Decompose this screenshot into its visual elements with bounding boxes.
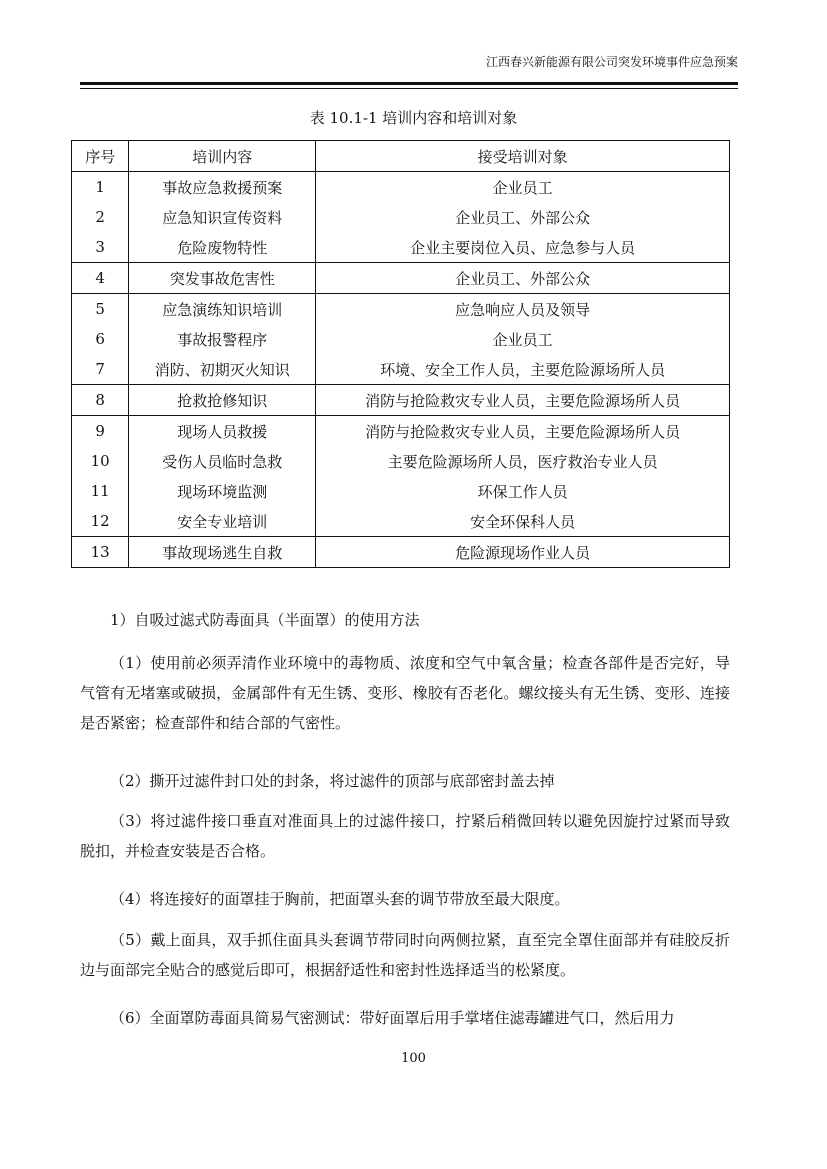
table-row <box>72 354 730 385</box>
row-content: 应急知识宣传资料 <box>129 202 316 232</box>
row-index: 11 <box>72 476 129 506</box>
row-content: 现场人员救援 <box>129 416 316 447</box>
row-audience: 企业员工 <box>316 172 730 203</box>
row-index: 7 <box>72 354 129 385</box>
table-row <box>72 537 730 568</box>
table-row <box>72 446 730 476</box>
body-paragraph: （1）使用前必须弄清作业环境中的毒物质、浓度和空气中氧含量；检查各部件是否完好，导气管有无堵塞或破损，金属部件有无生锈、变形、橡胶有否老化。螺纹接头有无生锈、变形、连接是否紧密；检查部件和结合部的气密性。 <box>80 654 730 732</box>
row-content: 事故应急救援预案 <box>129 172 316 203</box>
table-row <box>72 324 730 354</box>
column-header-audience: 接受培训对象 <box>316 141 730 172</box>
document-header-title: 江西春兴新能源有限公司突发环境事件应急预案 <box>485 55 738 69</box>
row-index: 13 <box>72 537 129 568</box>
row-index: 12 <box>72 506 129 537</box>
table-header-row <box>72 141 730 172</box>
row-content: 事故现场逃生自救 <box>129 537 316 568</box>
row-audience: 主要危险源场所人员，医疗救治专业人员 <box>316 446 730 476</box>
row-index: 10 <box>72 446 129 476</box>
row-audience: 消防与抢险救灾专业人员，主要危险源场所人员 <box>316 416 730 447</box>
body-paragraph: （2）撕开过滤件封口处的封条，将过滤件的顶部与底部密封盖去掉 <box>110 772 555 790</box>
row-content: 事故报警程序 <box>129 324 316 354</box>
row-index: 3 <box>72 232 129 263</box>
row-audience: 安全环保科人员 <box>316 506 730 537</box>
body-paragraph: （6）全面罩防毒面具简易气密测试：带好面罩后用手掌堵住滤毒罐进气口，然后用力 <box>110 1009 675 1027</box>
row-audience: 消防与抢险救灾专业人员，主要危险源场所人员 <box>316 385 730 416</box>
row-index: 8 <box>72 385 129 416</box>
body-paragraph: （3）将过滤件接口垂直对准面具上的过滤件接口，拧紧后稍微回转以避免因旋拧过紧而导致脱扣，并检查安装是否合格。 <box>80 812 730 860</box>
row-audience: 企业员工 <box>316 324 730 354</box>
row-content: 消防、初期灭火知识 <box>129 354 316 385</box>
row-content: 突发事故危害性 <box>129 263 316 294</box>
section-heading: 1）自吸过滤式防毒面具（半面罩）的使用方法 <box>110 611 420 629</box>
header-divider-thin <box>80 88 738 89</box>
row-audience: 危险源现场作业人员 <box>316 537 730 568</box>
row-index: 9 <box>72 416 129 447</box>
body-paragraph: （5）戴上面具，双手抓住面具头套调节带同时向两侧拉紧，直至完全罩住面部并有硅胶反折边与面部完全贴合的感觉后即可，根据舒适性和密封性选择适当的松紧度。 <box>80 931 730 979</box>
table-row <box>72 294 730 325</box>
row-index: 4 <box>72 263 129 294</box>
row-audience: 企业员工、外部公众 <box>316 263 730 294</box>
column-header-content: 培训内容 <box>129 141 316 172</box>
table-row <box>72 232 730 263</box>
row-audience: 企业员工、外部公众 <box>316 202 730 232</box>
training-table <box>71 140 730 568</box>
row-index: 6 <box>72 324 129 354</box>
table-row <box>72 416 730 447</box>
table-row <box>72 172 730 203</box>
row-audience: 企业主要岗位入员、应急参与人员 <box>316 232 730 263</box>
row-content: 应急演练知识培训 <box>129 294 316 325</box>
table-row <box>72 385 730 416</box>
row-index: 5 <box>72 294 129 325</box>
row-content: 危险废物特性 <box>129 232 316 263</box>
table-caption: 表 10.1-1 培训内容和培训对象 <box>309 109 518 127</box>
table-row <box>72 263 730 294</box>
header-divider-thick <box>80 82 738 85</box>
row-content: 现场环境监测 <box>129 476 316 506</box>
table-row <box>72 476 730 506</box>
table-row <box>72 506 730 537</box>
row-content: 抢救抢修知识 <box>129 385 316 416</box>
row-index: 1 <box>72 172 129 203</box>
body-paragraph: （4）将连接好的面罩挂于胸前，把面罩头套的调节带放至最大限度。 <box>110 890 570 908</box>
column-header-index: 序号 <box>72 141 129 172</box>
row-content: 安全专业培训 <box>129 506 316 537</box>
row-index: 2 <box>72 202 129 232</box>
row-content: 受伤人员临时急救 <box>129 446 316 476</box>
page-number: 100 <box>401 1051 426 1066</box>
table-row <box>72 202 730 232</box>
row-audience: 环境、安全工作人员，主要危险源场所人员 <box>316 354 730 385</box>
row-audience: 应急响应人员及领导 <box>316 294 730 325</box>
row-audience: 环保工作人员 <box>316 476 730 506</box>
